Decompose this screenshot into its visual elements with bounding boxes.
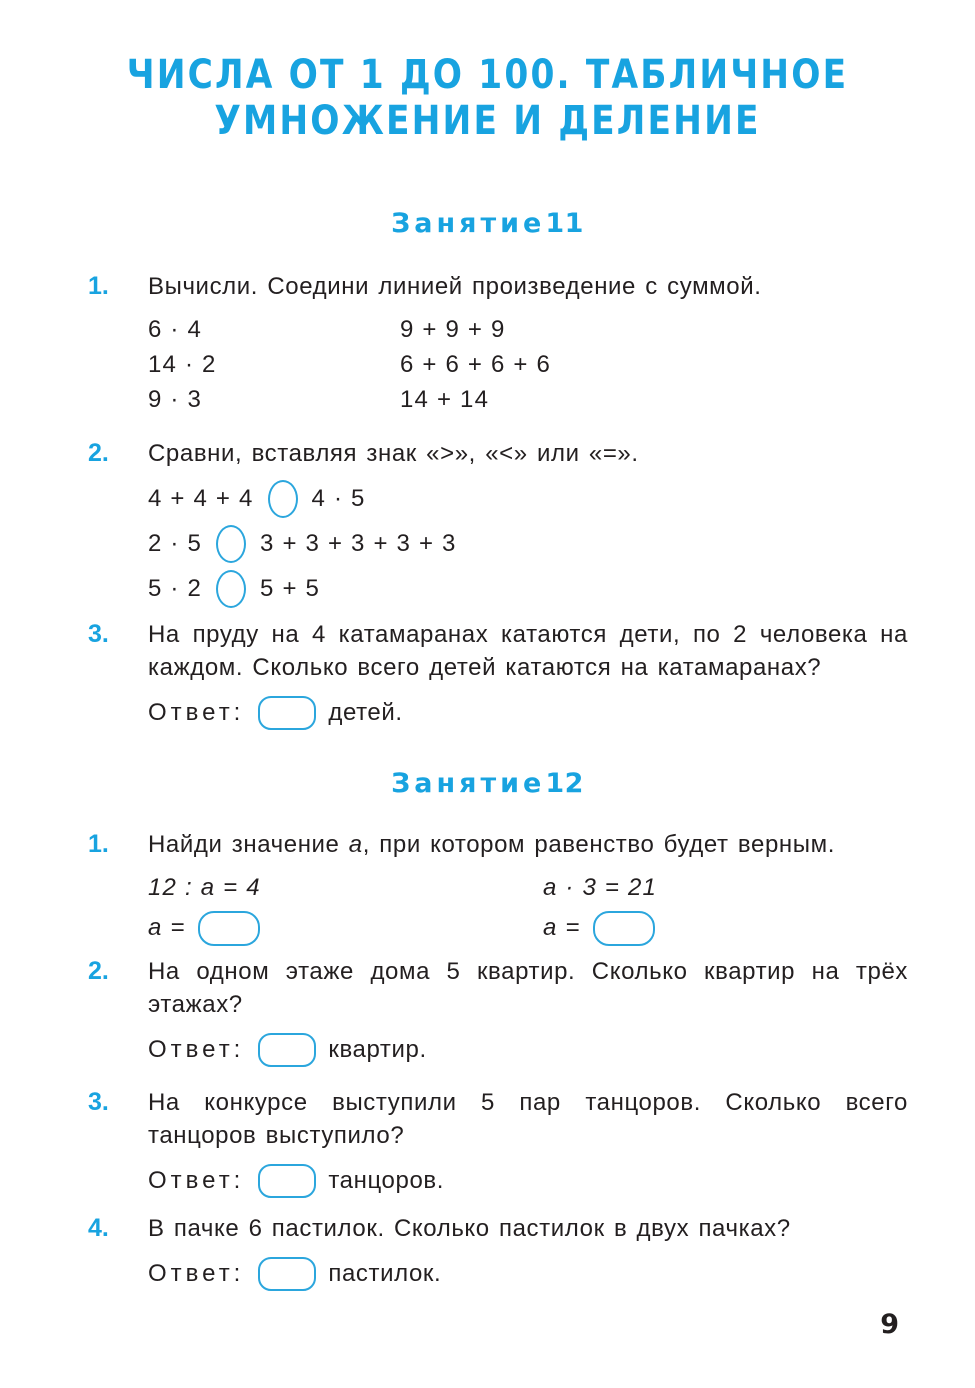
answer-line (148, 1164, 908, 1198)
answer-unit: квартир. (328, 1036, 427, 1063)
banner-title-line-1: ЧИСЛА ОТ 1 ДО 100. ТАБЛИЧНОЕ (126, 52, 849, 98)
task-body (148, 828, 908, 950)
answer-label: Ответ: (148, 1167, 245, 1194)
page-banner-title (0, 52, 975, 144)
task-prompt: В пачке 6 пастилок. Сколько пастилок в двух пачках? (148, 1215, 791, 1242)
task-number: 1. (88, 272, 109, 300)
task-body (148, 270, 908, 417)
banner-title-line-2: УМНОЖЕНИЕ И ДЕЛЕНИЕ (214, 98, 761, 144)
compare-left-expression: 2 · 5 (148, 529, 203, 557)
answer-blank-box[interactable] (258, 1257, 316, 1291)
lesson-heading-word: Занятие (391, 208, 546, 239)
answer-line (148, 1257, 908, 1291)
compare-right-expression: 4 · 5 (311, 484, 366, 512)
task-prompt: На одном этаже дома 5 квартир. Сколько квартир на трёх этажах? (148, 958, 908, 1018)
task-body (148, 1086, 908, 1198)
sum-expression[interactable]: 14 + 14 (400, 386, 490, 413)
compare-row (148, 566, 908, 611)
task-l12-2 (88, 955, 908, 1067)
answer-line (148, 696, 908, 730)
compare-rows-list (148, 476, 908, 611)
task-number: 3. (88, 1088, 109, 1116)
task-prompt: На пруду на 4 катамаранах катаются дети, по 2 человека на каждом. Сколько всего детей катаются на катамаранах? (148, 621, 908, 681)
variable-answer-right (543, 906, 655, 950)
answer-label: Ответ: (148, 1036, 245, 1063)
lesson-heading-12 (0, 768, 975, 799)
variable-label: a = (148, 914, 186, 941)
task-number: 2. (88, 957, 109, 985)
task-l12-3 (88, 1086, 908, 1198)
prompt-text-after: , при котором равенство будет верным. (362, 831, 835, 858)
compare-row (148, 476, 908, 521)
answer-blank-box[interactable] (258, 1164, 316, 1198)
task-prompt: Сравни, вставляя знак «>», «<» или «=». (148, 440, 639, 467)
task-body (148, 1212, 908, 1291)
answer-blank-box[interactable] (258, 696, 316, 730)
variable-answer-left (148, 906, 260, 950)
task-prompt: Вычисли. Соедини линией произведение с суммой. (148, 273, 762, 300)
compare-right-expression: 5 + 5 (260, 574, 321, 602)
task-body (148, 437, 908, 611)
task-prompt (148, 828, 908, 861)
compare-right-expression: 3 + 3 + 3 + 3 + 3 (260, 529, 457, 557)
equation-answer-row (148, 906, 908, 950)
variable-blank-box[interactable] (198, 911, 260, 946)
answer-line (148, 1033, 908, 1067)
answer-blank-box[interactable] (258, 1033, 316, 1067)
task-body (148, 955, 908, 1067)
comparison-sign-blank[interactable] (216, 570, 246, 608)
comparison-sign-blank[interactable] (268, 480, 298, 518)
equation-right: a · 3 = 21 (543, 874, 658, 901)
task-l11-1 (88, 270, 908, 417)
lesson-heading-11 (0, 208, 975, 239)
task-number: 2. (88, 439, 109, 467)
answer-label: Ответ: (148, 699, 245, 726)
answer-label: Ответ: (148, 1260, 245, 1287)
expression-pair-row (148, 382, 908, 417)
sum-expression[interactable]: 9 + 9 + 9 (400, 316, 506, 343)
answer-unit: детей. (328, 699, 403, 726)
variable-blank-box[interactable] (593, 911, 655, 946)
expression-pair-row (148, 312, 908, 347)
task-number: 1. (88, 830, 109, 858)
task-l11-2 (88, 437, 908, 611)
task-body (148, 618, 908, 730)
expression-pairs-list (148, 312, 908, 417)
task-prompt: На конкурсе выступили 5 пар танцоров. Сколько всего танцоров выступило? (148, 1089, 908, 1149)
equation-row (148, 869, 908, 906)
compare-row (148, 521, 908, 566)
equation-left: 12 : a = 4 (148, 874, 261, 901)
lesson-heading-number: 11 (545, 208, 584, 239)
task-number: 3. (88, 620, 109, 648)
product-expression[interactable]: 9 · 3 (148, 386, 203, 413)
task-l12-4 (88, 1212, 908, 1291)
prompt-text-before: Найди значение (148, 831, 349, 858)
answer-unit: пастилок. (328, 1260, 442, 1287)
expression-pair-row (148, 347, 908, 382)
compare-left-expression: 5 · 2 (148, 574, 203, 602)
answer-unit: танцоров. (328, 1167, 445, 1194)
lesson-heading-number: 12 (545, 768, 584, 799)
lesson-heading-word: Занятие (391, 768, 546, 799)
product-expression[interactable]: 6 · 4 (148, 316, 203, 343)
compare-left-expression: 4 + 4 + 4 (148, 484, 254, 512)
page-number: 9 (880, 1309, 899, 1340)
task-l12-1 (88, 828, 908, 950)
task-number: 4. (88, 1214, 109, 1242)
variable-label: a = (543, 914, 581, 941)
prompt-variable: a (348, 831, 363, 858)
equations-list (148, 869, 908, 950)
product-expression[interactable]: 14 · 2 (148, 351, 217, 378)
sum-expression[interactable]: 6 + 6 + 6 + 6 (400, 351, 552, 378)
comparison-sign-blank[interactable] (216, 525, 246, 563)
task-l11-3 (88, 618, 908, 730)
